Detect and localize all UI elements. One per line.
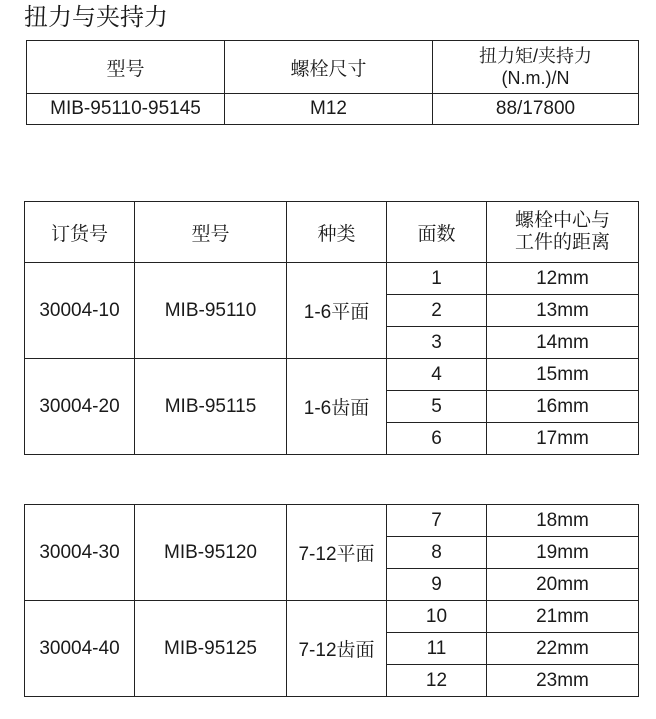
- table-row: [25, 263, 639, 295]
- cell-distance: 16mm: [487, 391, 639, 423]
- cell-type: 7-12平面: [287, 505, 387, 601]
- table-row: [27, 94, 639, 125]
- cell-distance: 18mm: [487, 505, 639, 537]
- spec-table: [26, 40, 639, 125]
- header-model: 型号: [27, 41, 225, 94]
- cell-distance: 19mm: [487, 537, 639, 569]
- order-table: [24, 201, 639, 455]
- table-row: [25, 505, 639, 537]
- header-bolt-size: 螺栓尺寸: [225, 41, 433, 94]
- cell-order-no: 30004-40: [25, 601, 135, 697]
- table-row: [25, 601, 639, 633]
- cell-faces: 11: [387, 633, 487, 665]
- order-table-header: [25, 202, 639, 263]
- cell-distance: 21mm: [487, 601, 639, 633]
- cell-bolt-size: M12: [225, 94, 433, 125]
- header-type: 种类: [287, 202, 387, 263]
- cell-faces: 9: [387, 569, 487, 601]
- cell-faces: 8: [387, 537, 487, 569]
- cell-distance: 17mm: [487, 423, 639, 455]
- header-faces: 面数: [387, 202, 487, 263]
- header-distance: [487, 202, 639, 263]
- cell-faces: 6: [387, 423, 487, 455]
- cell-faces: 3: [387, 327, 487, 359]
- cell-order-no: 30004-30: [25, 505, 135, 601]
- cell-faces: 4: [387, 359, 487, 391]
- cell-faces: 10: [387, 601, 487, 633]
- cell-distance: 12mm: [487, 263, 639, 295]
- cell-model: MIB-95110: [135, 263, 287, 359]
- header-distance-line1: 螺栓中心与: [514, 210, 610, 231]
- cell-type: 7-12齿面: [287, 601, 387, 697]
- cell-distance: 14mm: [487, 327, 639, 359]
- header-order-no: 订货号: [25, 202, 135, 263]
- cell-model: MIB-95125: [135, 601, 287, 697]
- table-row: [25, 359, 639, 391]
- cell-type: 1-6齿面: [287, 359, 387, 455]
- cell-faces: 5: [387, 391, 487, 423]
- cell-model: MIB-95115: [135, 359, 287, 455]
- header-torque-clamp-unit: (N.m.)/N: [501, 68, 570, 88]
- cell-distance: 20mm: [487, 569, 639, 601]
- cell-distance: 23mm: [487, 665, 639, 697]
- spec-table-header: [27, 41, 639, 94]
- page-title: 扭力与夹持力: [24, 3, 168, 31]
- cell-faces: 2: [387, 295, 487, 327]
- header-torque-clamp: [433, 41, 639, 94]
- cell-model: MIB-95120: [135, 505, 287, 601]
- cell-faces: 1: [387, 263, 487, 295]
- cell-distance: 15mm: [487, 359, 639, 391]
- cell-type: 1-6平面: [287, 263, 387, 359]
- order-table-continued: [24, 504, 639, 697]
- header-model: 型号: [135, 202, 287, 263]
- cell-order-no: 30004-10: [25, 263, 135, 359]
- cell-model: MIB-95110-95145: [27, 94, 225, 125]
- cell-distance: 22mm: [487, 633, 639, 665]
- cell-faces: 7: [387, 505, 487, 537]
- header-torque-clamp-line1: 扭力矩/夹持力: [478, 46, 592, 66]
- cell-torque-clamp: 88/17800: [433, 94, 639, 125]
- header-distance-line2: 工件的距离: [514, 232, 610, 253]
- cell-faces: 12: [387, 665, 487, 697]
- cell-order-no: 30004-20: [25, 359, 135, 455]
- cell-distance: 13mm: [487, 295, 639, 327]
